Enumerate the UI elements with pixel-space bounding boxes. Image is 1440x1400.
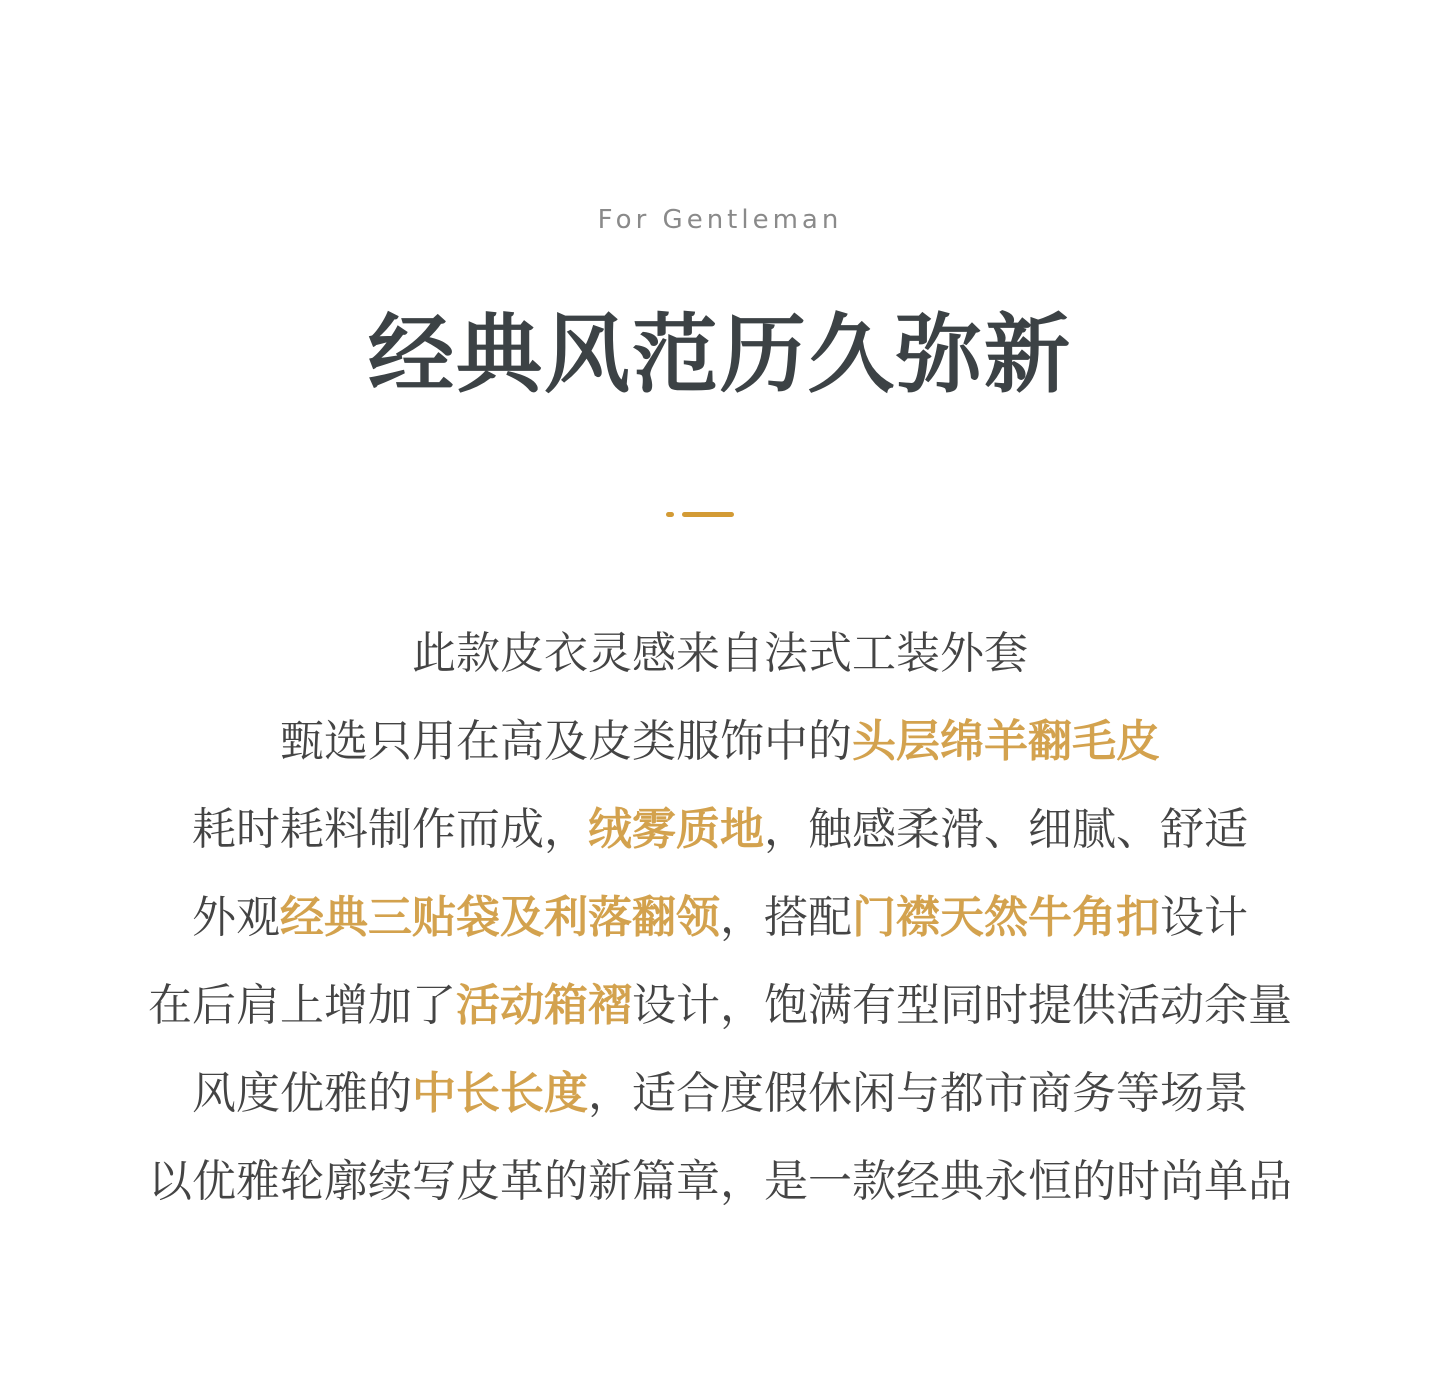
divider-bar <box>682 512 734 517</box>
text-segment: 风度优雅的 <box>192 1068 412 1119</box>
text-segment: 设计 <box>1160 892 1248 943</box>
description-line-6 <box>0 1050 1440 1138</box>
highlight-length: 中长长度 <box>412 1068 588 1119</box>
description-line-4 <box>0 874 1440 962</box>
text-segment: 外观 <box>192 892 280 943</box>
highlight-box-pleat: 活动箱褶 <box>456 980 632 1031</box>
text-segment: 以优雅轮廓续写皮革的新篇章，是一款经典永恒的时尚单品 <box>148 1156 1292 1207</box>
divider-dot <box>666 512 674 517</box>
description-text <box>0 610 1440 1226</box>
page-title: 经典风范历久弥新 <box>368 304 1072 405</box>
section-divider <box>666 512 734 517</box>
highlight-texture: 绒雾质地 <box>588 804 764 855</box>
highlight-pockets-collar: 经典三贴袋及利落翻领 <box>280 892 720 943</box>
eyebrow-subtitle: For Gentleman <box>597 205 843 235</box>
highlight-horn-buttons: 门襟天然牛角扣 <box>852 892 1160 943</box>
description-line-5 <box>0 962 1440 1050</box>
text-segment: 在后肩上增加了 <box>148 980 456 1031</box>
highlight-material: 头层绵羊翻毛皮 <box>852 716 1160 767</box>
text-segment: ，适合度假休闲与都市商务等场景 <box>588 1068 1248 1119</box>
text-segment: 此款皮衣灵感来自法式工装外套 <box>412 628 1028 679</box>
text-segment: 甄选只用在高及皮类服饰中的 <box>280 716 852 767</box>
description-line-2 <box>0 698 1440 786</box>
text-segment: ，触感柔滑、细腻、舒适 <box>764 804 1248 855</box>
text-segment: 设计，饱满有型同时提供活动余量 <box>632 980 1292 1031</box>
description-line-1 <box>0 610 1440 698</box>
description-line-7 <box>0 1138 1440 1226</box>
text-segment: ，搭配 <box>720 892 852 943</box>
text-segment: 耗时耗料制作而成， <box>192 804 588 855</box>
description-line-3 <box>0 786 1440 874</box>
